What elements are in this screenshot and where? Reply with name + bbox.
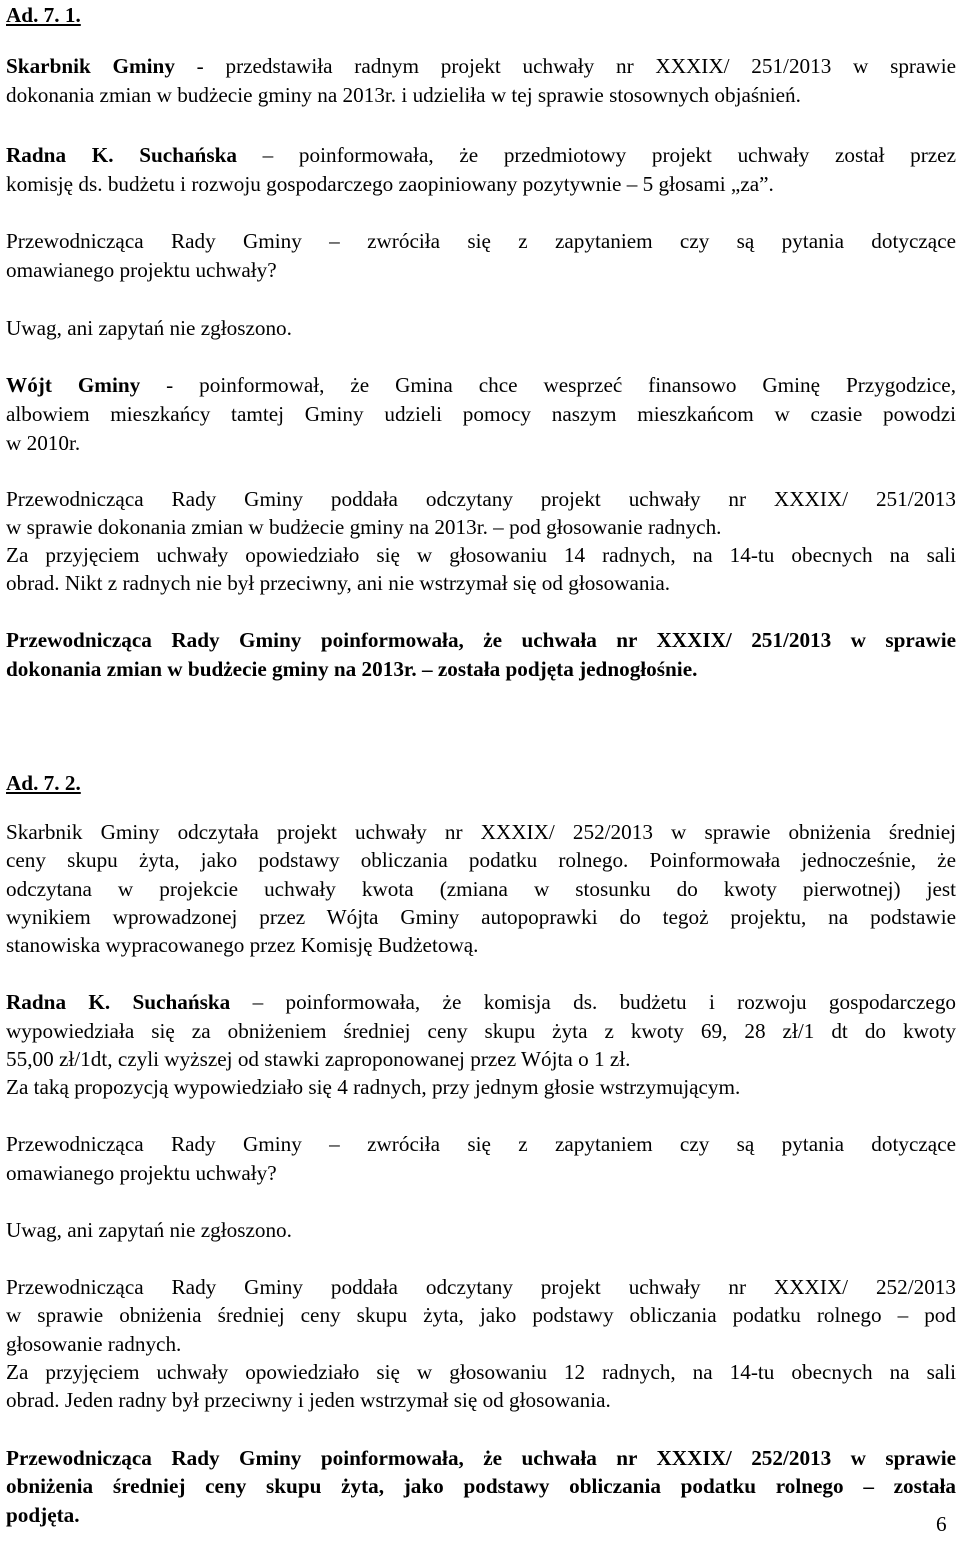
bold-text: Przewodnicząca Rady Gminy poinformowała, że uchwała nr XXXIX/ 252/2013 w sprawie [6, 1446, 956, 1470]
text-line [6, 53, 956, 79]
body-text: omawianego projektu uchwały? [6, 258, 277, 282]
body-text: w 2010r. [6, 431, 81, 455]
text-line [6, 257, 956, 283]
bold-text: Skarbnik Gminy [6, 54, 175, 78]
text-line [6, 1217, 956, 1243]
body-text: wynikiem wprowadzonej przez Wójta Gminy autopoprawki do tegoż projektu, na podstawie [6, 905, 956, 929]
text-line [6, 401, 956, 427]
body-text: wypowiedziała się za obniżeniem średniej ceny skupu żyta z kwoty 69, 28 zł/1 dt do kwoty [6, 1019, 956, 1043]
body-text: Za przyjęciem uchwały opowiedziało się w głosowaniu 14 radnych, na 14-tu obecnych na sali [6, 543, 956, 567]
body-text: Przewodnicząca Rady Gminy poddała odczytany projekt uchwały nr XXXIX/ 251/2013 [6, 487, 956, 511]
text-line [6, 1074, 956, 1100]
body-text: w sprawie obniżenia średniej ceny skupu żyta, jako podstawy obliczania podatku rolnego – pod [6, 1303, 956, 1327]
text-line [6, 656, 956, 682]
body-text: Uwag, ani zapytań nie zgłoszono. [6, 316, 292, 340]
text-line [6, 1274, 956, 1300]
body-text: Uwag, ani zapytań nie zgłoszono. [6, 1218, 292, 1242]
body-text: głosowanie radnych. [6, 1332, 182, 1356]
body-text: – poinformowała, że komisja ds. budżetu i rozwoju gospodarczego [230, 990, 957, 1014]
body-text: Skarbnik Gminy odczytała projekt uchwały nr XXXIX/ 252/2013 w sprawie obniżenia średniej [6, 820, 956, 844]
text-line [6, 1387, 956, 1413]
body-text: - poinformował, że Gmina chce wesprzeć finansowo Gminę Przygodzice, [140, 373, 956, 397]
body-text: Za taką propozycją wypowiedziało się 4 radnych, przy jednym głosie wstrzymującym. [6, 1075, 741, 1099]
body-text: stanowiska wypracowanego przez Komisję Budżetową. [6, 933, 479, 957]
body-text: obrad. Jeden radny był przeciwny i jeden wstrzymał się od głosowania. [6, 1388, 611, 1412]
body-text: - przedstawiła radnym projekt uchwały nr XXXIX/ 251/2013 w sprawie [174, 54, 956, 78]
text-line [6, 486, 956, 512]
body-text: albowiem mieszkańcy tamtej Gminy udzieli pomocy naszym mieszkańcom w czasie powodzi [6, 402, 956, 426]
text-line [6, 1160, 956, 1186]
text-line [6, 542, 956, 568]
section-heading: Ad. 7. 2. [6, 771, 81, 795]
body-text: dokonania zmian w budżecie gminy na 2013r. i udzieliła w tej sprawie stosownych objaśnień. [6, 83, 801, 107]
text-line [6, 514, 956, 540]
text-line [6, 1131, 956, 1157]
text-line [6, 1331, 956, 1357]
body-text: omawianego projektu uchwały? [6, 1161, 277, 1185]
bold-text: Radna K. Suchańska [6, 990, 231, 1014]
body-text: Przewodnicząca Rady Gminy – zwróciła się z zapytaniem czy są pytania dotyczące [6, 1132, 956, 1156]
text-line [6, 430, 956, 456]
text-line [6, 627, 956, 653]
bold-text: podjęta. [6, 1503, 80, 1527]
bold-text: Przewodnicząca Rady Gminy poinformowała, że uchwała nr XXXIX/ 251/2013 w sprawie [6, 628, 956, 652]
text-line [6, 1018, 956, 1044]
body-text: Przewodnicząca Rady Gminy poddała odczytany projekt uchwały nr XXXIX/ 252/2013 [6, 1275, 956, 1299]
text-line [6, 932, 956, 958]
text-line [6, 1502, 956, 1528]
bold-text: obniżenia średniej ceny skupu żyta, jako podstawy obliczania podatku rolnego – została [6, 1474, 956, 1498]
body-text: Przewodnicząca Rady Gminy – zwróciła się z zapytaniem czy są pytania dotyczące [6, 229, 956, 253]
body-text: 55,00 zł/1dt, czyli wyższej od stawki zaproponowanej przez Wójta o 1 zł. [6, 1047, 631, 1071]
bold-text: dokonania zmian w budżecie gminy na 2013r. – została podjęta jednogłośnie. [6, 657, 698, 681]
text-line [6, 1445, 956, 1471]
body-text: w sprawie dokonania zmian w budżecie gminy na 2013r. – pod głosowanie radnych. [6, 515, 722, 539]
page-number: 6 [936, 1512, 947, 1536]
text-line [6, 1473, 956, 1499]
section-heading: Ad. 7. 1. [6, 3, 81, 27]
text-line [6, 171, 956, 197]
text-line [6, 847, 956, 873]
bold-text: Wójt Gminy [6, 373, 141, 397]
text-line [6, 819, 956, 845]
text-line [6, 989, 956, 1015]
body-text: Za przyjęciem uchwały opowiedziało się w głosowaniu 12 radnych, na 14-tu obecnych na sali [6, 1360, 956, 1384]
text-line [6, 1046, 956, 1072]
text-line [6, 1359, 956, 1385]
body-text: odczytana w projekcie uchwały kwota (zmiana w stosunku do kwoty pierwotnej) jest [6, 877, 956, 901]
text-line [6, 1302, 956, 1328]
text-line [6, 315, 956, 341]
text-line [6, 570, 956, 596]
text-line [6, 372, 956, 398]
text-line [6, 876, 956, 902]
body-text: ceny skupu żyta, jako podstawy obliczania podatku rolnego. Poinformowała jednocześnie, że [6, 848, 956, 872]
body-text: komisję ds. budżetu i rozwoju gospodarczego zaopiniowany pozytywnie – 5 głosami „za”. [6, 172, 774, 196]
bold-text: Radna K. Suchańska [6, 143, 237, 167]
body-text: obrad. Nikt z radnych nie był przeciwny, ani nie wstrzymał się od głosowania. [6, 571, 671, 595]
text-line [6, 82, 956, 108]
text-line [6, 904, 956, 930]
text-line [6, 228, 956, 254]
body-text: – poinformowała, że przedmiotowy projekt uchwały został przez [236, 143, 956, 167]
text-line [6, 142, 956, 168]
